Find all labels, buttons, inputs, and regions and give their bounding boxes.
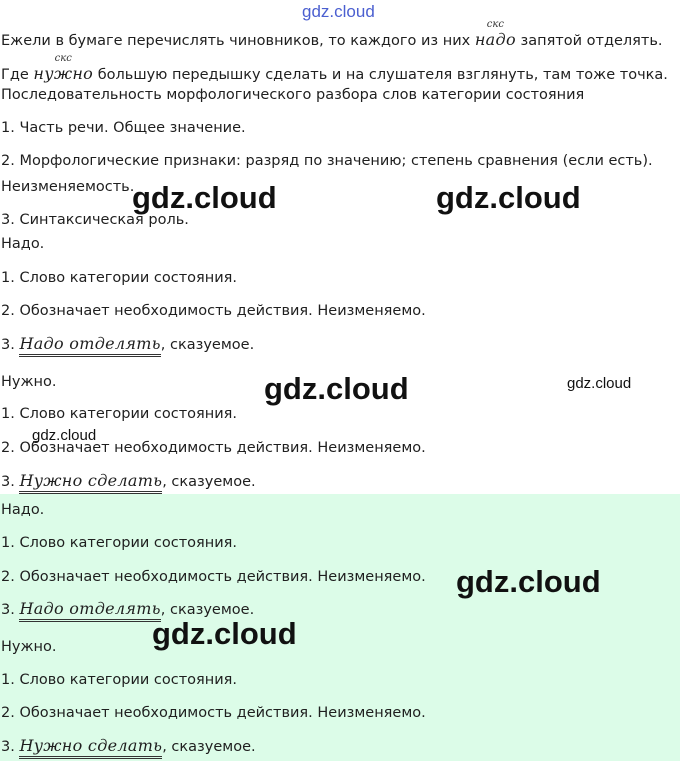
plan-item-2-cont: Неизменяемость. (1, 179, 135, 195)
watermark: gdz.cloud (152, 616, 297, 651)
analysis-item-3: 3. Надо отделять, сказуемое. (1, 600, 254, 619)
watermark-small: gdz.cloud (567, 375, 632, 392)
plan-item-3: 3. Синтаксическая роль. (1, 212, 189, 228)
analysis-item-3: 3. Надо отделять, сказуемое. (1, 335, 254, 354)
watermark: gdz.cloud (132, 180, 277, 215)
analysis-word: Надо. (1, 502, 45, 518)
predicate-phrase: Нужно сделать (19, 736, 162, 759)
analysis-item-2: 2. Обозначает необходимость действия. Неизменяемо. (1, 705, 426, 721)
analysis-item-1: 1. Слово категории состояния. (1, 270, 237, 286)
analysis-item-2: 2. Обозначает необходимость действия. Неизменяемо. (1, 569, 426, 585)
intro-line-2: Где скс нужно большую передышку сделать и на слушателя взглянуть, там тоже точка. (1, 53, 668, 83)
analysis-word: Нужно. (1, 374, 57, 390)
analysis-item-2: 2. Обозначает необходимость действия. Неизменяемо. (1, 440, 426, 456)
analysis-item-1: 1. Слово категории состояния. (1, 535, 237, 551)
analysis-item-1: 1. Слово категории состояния. (1, 672, 237, 688)
intro-line-1: Ежели в бумаге перечислять чиновников, то каждого из них скс надо запятой отделять. (1, 19, 663, 49)
plan-item-2: 2. Морфологические признаки: разряд по значению; степень сравнения (если есть). (1, 153, 653, 169)
watermark-small: gdz.cloud (32, 427, 97, 444)
analysis-item-3: 3. Нужно сделать, сказуемое. (1, 472, 256, 491)
watermark: gdz.cloud (436, 180, 581, 215)
section-title: Последовательность морфологического разбора слов категории состояния (1, 87, 585, 103)
analysis-word: Нужно. (1, 639, 57, 655)
analysis-item-3: 3. Нужно сделать, сказуемое. (1, 737, 256, 756)
watermark-top: gdz.cloud (302, 2, 375, 21)
analysis-word: Надо. (1, 236, 45, 252)
analysis-item-1: 1. Слово категории состояния. (1, 406, 237, 422)
predicate-phrase: Надо отделять (19, 334, 160, 357)
predicate-phrase: Надо отделять (19, 599, 160, 622)
watermark: gdz.cloud (456, 564, 601, 599)
watermark: gdz.cloud (264, 371, 409, 406)
analysis-item-2: 2. Обозначает необходимость действия. Неизменяемо. (1, 303, 426, 319)
predicate-phrase: Нужно сделать (19, 471, 162, 494)
plan-item-1: 1. Часть речи. Общее значение. (1, 120, 246, 136)
